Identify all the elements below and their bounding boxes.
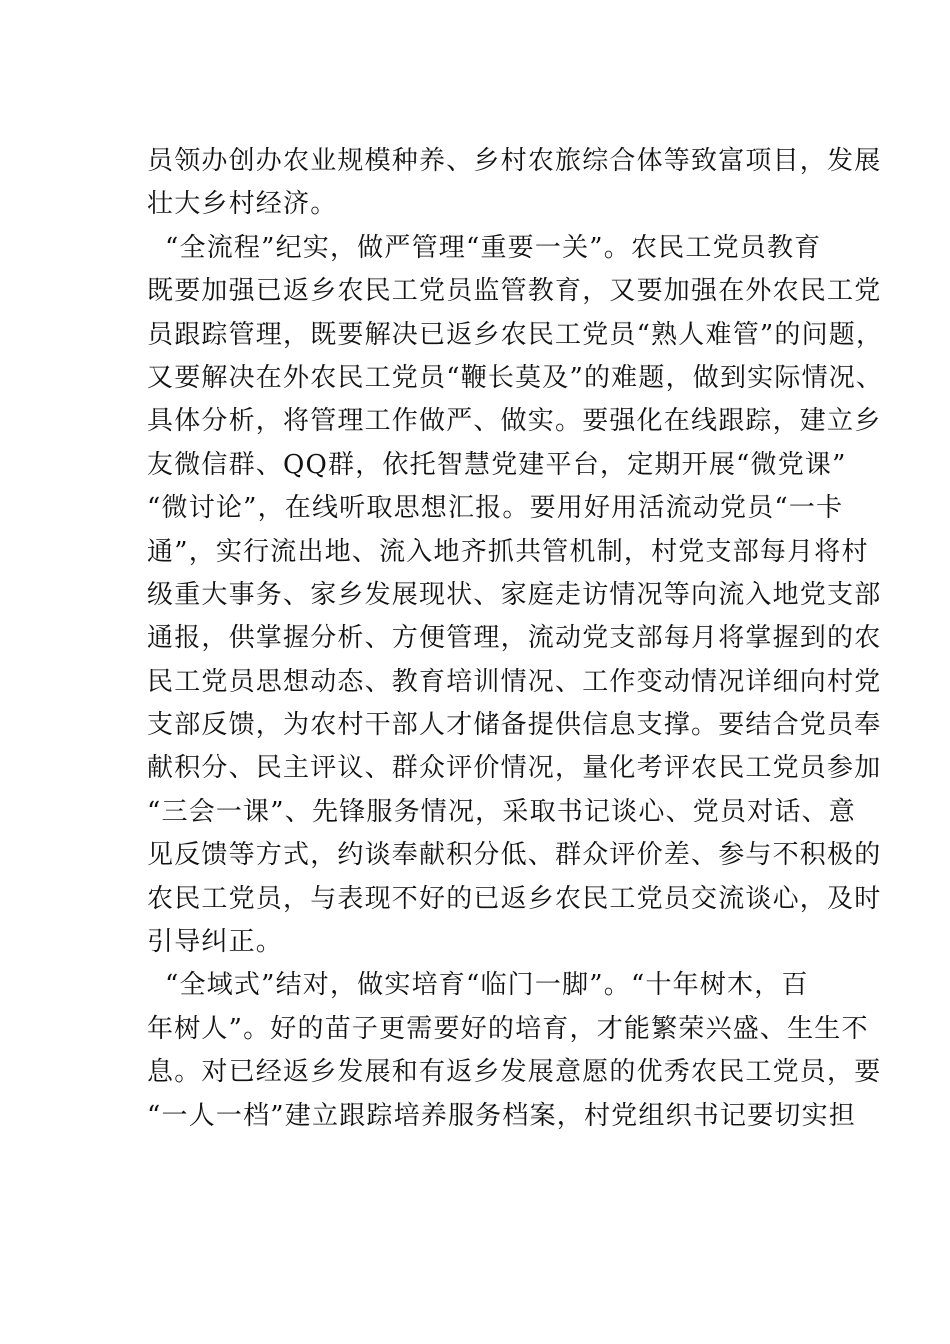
text-line: 又要解决在外农民工党员“鞭长莫及”的难题，做到实际情况、 (147, 362, 884, 393)
text-line: “一人一档”建立跟踪培养服务档案，村党组织书记要切实担 (147, 1100, 856, 1131)
text-line: 见反馈等方式，约谈奉献积分低、群众评价差、参与不积极的 (147, 840, 882, 871)
text-line: 员领办创办农业规模种养、乡村农旅综合体等致富项目，发展 (147, 146, 882, 176)
text-line: 通”，实行流出地、流入地齐抓共管机制，村党支部每月将村 (147, 536, 869, 567)
text-line: 通报，供掌握分析、方便管理，流动党支部每月将掌握到的农 (147, 623, 882, 654)
text-line: 友微信群、QQ群，依托智慧党建平台，定期开展“微党课” (147, 449, 847, 480)
text-line: 息。对已经返乡发展和有返乡发展意愿的优秀农民工党员，要 (147, 1057, 882, 1088)
text-line: 年树人”。好的苗子更需要好的培育，才能繁荣兴盛、生生不 (147, 1013, 869, 1044)
body-text (147, 140, 884, 1138)
text-line: 既要加强已返乡农民工党员监管教育，又要加强在外农民工党 (147, 276, 882, 307)
text-line: 支部反馈，为农村干部人才储备提供信息支撑。要结合党员奉 (147, 710, 882, 741)
text-line: 壮大乡村经济。 (147, 189, 338, 220)
text-line: 献积分、民主评议、群众评价情况，量化考评农民工党员参加 (147, 753, 882, 784)
text-line: 级重大事务、家乡发展现状、家庭走访情况等向流入地党支部 (147, 579, 882, 610)
text-line: 员跟踪管理，既要解决已返乡农民工党员“熟人难管”的问题， (147, 319, 884, 350)
text-line: 民工党员思想动态、教育培训情况、工作变动情况详细向村党 (147, 666, 882, 697)
text-line: 农民工党员，与表现不好的已返乡农民工党员交流谈心，及时 (147, 883, 882, 914)
paragraph-heading-line: “全流程”纪实，做严管理“重要一关”。农民工党员教育 (165, 232, 822, 263)
text-line: 引导纠正。 (147, 927, 284, 958)
text-line: “微讨论”，在线听取思想汇报。要用好用活流动党员“一卡 (147, 493, 844, 524)
text-line: “三会一课”、先锋服务情况，采取书记谈心、党员对话、意 (147, 796, 856, 827)
text-line: 具体分析，将管理工作做严、做实。要强化在线跟踪，建立乡 (147, 406, 882, 437)
paragraph-heading-line: “全域式”结对，做实培育“临门一脚”。“十年树木，百 (165, 970, 809, 1001)
